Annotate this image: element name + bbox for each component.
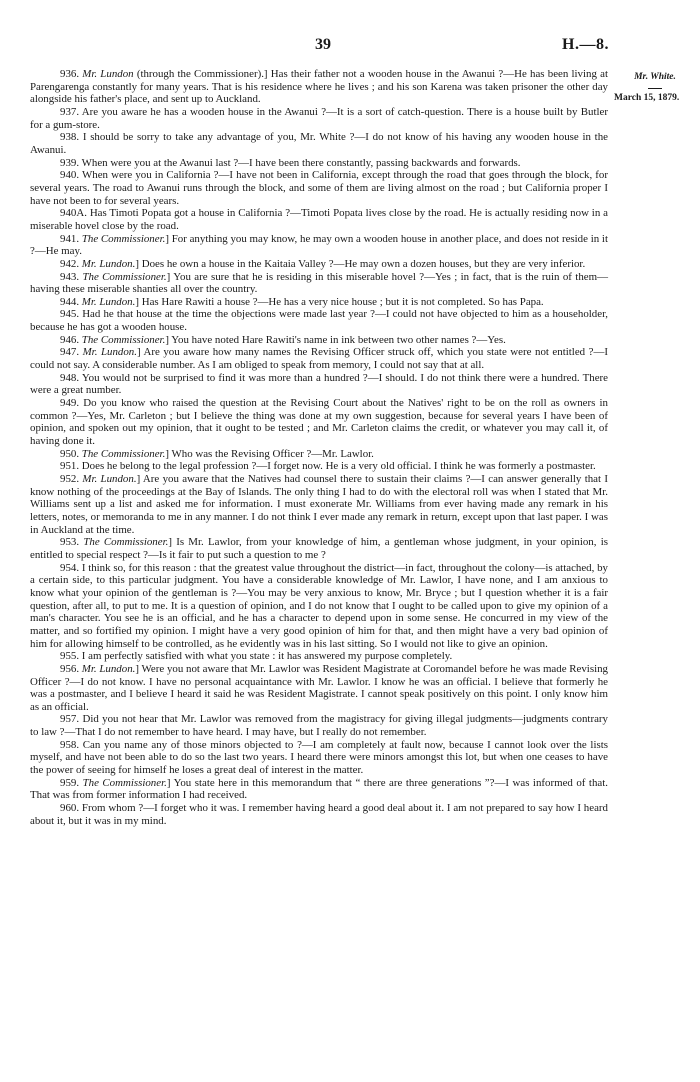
question-text: ] Is Mr. Lawlor, from your knowledge of him, a gentleman whose judgment, in your opinion, is entitled to special respect ?—Is it fair to put such a question to me ? xyxy=(30,536,608,561)
question-number: 944. xyxy=(60,295,80,308)
question-paragraph xyxy=(30,157,608,170)
question-number: 955. xyxy=(60,650,80,663)
question-paragraph xyxy=(30,460,608,473)
question-paragraph xyxy=(30,802,608,827)
testimony-body xyxy=(30,68,608,827)
page-header xyxy=(0,36,700,56)
speaker-name: Mr. Lundon. xyxy=(81,257,136,270)
question-text: Are you aware he has a wooden house in the Awanui ?—It is a sort of catch-question. There is a house built by Butler for a gum-store. xyxy=(30,105,608,131)
margin-divider xyxy=(648,88,662,89)
question-paragraph xyxy=(30,207,608,232)
question-text: Can you name any of those minors objected to ?—I am completely at fault now, because I cannot look over the lists myself, and have not been able to do so the last two years. I heard there were minors amongst this lot, but when one ceases to have the power of seeing for himself he loses a great deal of interest in the matter. xyxy=(30,738,608,777)
question-number: 954. xyxy=(60,561,80,574)
question-number: 936. xyxy=(60,68,80,80)
margin-note xyxy=(614,72,696,104)
question-number: 940A. xyxy=(60,207,87,220)
speaker-name: Mr. Lundon. xyxy=(82,473,137,485)
question-text: ] For anything you may know, he may own a wooden house in another place, and does not reside in it ?—He may. xyxy=(30,232,608,258)
question-number: 952. xyxy=(60,473,80,485)
question-paragraph xyxy=(30,777,608,802)
speaker-name: The Commissioner. xyxy=(82,270,167,283)
speaker-name: The Commissioner. xyxy=(83,536,169,549)
speaker-name: Mr. Lundon. xyxy=(81,662,136,675)
paper-reference: H.—8. xyxy=(562,36,609,53)
question-paragraph xyxy=(30,271,608,296)
question-text: ] Were you not aware that Mr. Lawlor was Resident Magistrate at Coromandel before he was made Revising Officer ?—I do not know. I have no personal acquaintance with Mr. Lawlor. I know he was an official. I believe that formerly he was a postmaster, and I believe I heard it said he was Resident Magistrate. I cannot speak positively on this point. I only know him as an official. xyxy=(30,662,608,713)
question-paragraph xyxy=(30,448,608,461)
question-number: 959. xyxy=(60,776,80,789)
question-text: I think so, for this reason : that the greatest value throughout the district—in fact, throughout the colony—is attached, by a certain side, to this particular judgment. You have a considerable knowledge of Mr. Lawlor, I have none, and I am anxious to know what your opinion of the gentleman is ?—You may be very anxious to know, Mr. Bryce ; but I question whether it is a fair question, after all, to put to me. It is a question of opinion, and I do not know that I ought to be called upon to give my opinion of a man's character. You see he is an official, and he has a character to depend upon in some sense. He concurred in my view of the matter, and so fortified my opinion. I might have a very good opinion of him for that, and then might have a very bad opinion of him for allowing himself to be controlled, as he evidently was in his last sitting. So I would not like to give an opinion. xyxy=(30,561,608,650)
question-text: ] Are you aware that the Natives had counsel there to sustain their claims ?—I can answer generally that I know nothing of the proceedings at the Bay of Islands. The only thing I had to do with the electoral roll was when I stated that Mr. Williams sent up a list and asked me for information. I must exonerate Mr. Williams from ever having made any remark in his letters, notes, or memoranda to me in any manner. I do not think I ever made any remark in return, except upon that last paper. I was in Auckland at the time. xyxy=(30,473,608,536)
question-paragraph xyxy=(30,233,608,258)
question-text: ] You have noted Hare Rawiti's name in ink between two other names ?—Yes. xyxy=(165,333,506,346)
speaker-name: Mr. Lundon. xyxy=(81,295,136,308)
question-paragraph xyxy=(30,68,608,106)
question-paragraph xyxy=(30,650,608,663)
question-number: 940. xyxy=(60,169,80,182)
question-number: 943. xyxy=(60,270,80,283)
question-text: I should be sorry to take any advantage of you, Mr. White ?—I do not know of his having any wooden house in the Awanui. xyxy=(30,131,608,156)
question-number: 953. xyxy=(60,536,80,549)
question-paragraph xyxy=(30,397,608,448)
question-number: 949. xyxy=(60,397,80,410)
margin-witness-name: Mr. White. xyxy=(634,72,676,82)
question-number: 950. xyxy=(60,447,80,460)
question-text: Has Timoti Popata got a house in California ?—Timoti Popata lives close by the road. He is actually residing now in a miserable hovel close by the road. xyxy=(30,207,608,232)
question-number: 939. xyxy=(60,156,80,169)
question-number: 957. xyxy=(60,713,80,726)
question-text: ] You are sure that he is residing in this miserable hovel ?—Yes ; in fact, that is the ruin of them—having these miserable shanties all over the country. xyxy=(30,270,608,296)
question-paragraph xyxy=(30,346,608,371)
question-paragraph xyxy=(30,713,608,738)
question-paragraph xyxy=(30,372,608,397)
speaker-name: The Commissioner. xyxy=(81,447,166,460)
question-text: Did you not hear that Mr. Lawlor was removed from the magistracy for giving illegal judgments—judgments contrary to law ?—That I do not remember to have heard. I may have, but I really do not remember. xyxy=(30,713,608,739)
question-number: 945. xyxy=(60,308,80,321)
question-number: 938. xyxy=(60,131,80,144)
question-paragraph xyxy=(30,258,608,271)
question-number: 948. xyxy=(60,371,80,384)
question-number: 956. xyxy=(60,662,80,675)
speaker-name: Mr. Lundon xyxy=(82,68,134,80)
speaker-name: The Commissioner. xyxy=(81,232,166,245)
question-number: 937. xyxy=(60,105,80,118)
question-text: When were you in California ?—I have not been in California, except through the road that goes through the block, for several years. The road to Awanui runs through the block, and some of them are living almost on the road ; but California proper I have not been to for several years. xyxy=(30,169,609,207)
question-text: You would not be surprised to find it was more than a hundred ?—I should. I do not think there were a hundred. There were a great number. xyxy=(30,371,608,397)
question-paragraph xyxy=(30,473,608,536)
question-number: 946. xyxy=(60,333,80,346)
question-paragraph xyxy=(30,334,608,347)
question-text: From whom ?—I forget who it was. I remember having heard a good deal about it. I am not prepared to say how I heard about it, but it was in my mind. xyxy=(30,802,608,827)
question-paragraph xyxy=(30,536,608,561)
question-paragraph xyxy=(30,131,608,156)
question-paragraph xyxy=(30,106,608,131)
question-text: ] Has Hare Rawiti a house ?—He has a very nice house ; but it is not completed. So has Papa. xyxy=(135,295,544,308)
question-text: Had he that house at the time the objections were made last year ?—I could not have objected to him as a householder, because he has got a wooden house. xyxy=(30,308,608,334)
speaker-name: The Commissioner. xyxy=(81,333,166,346)
question-number: 941. xyxy=(60,232,80,245)
question-paragraph xyxy=(30,296,608,309)
question-number: 958. xyxy=(60,738,80,751)
question-paragraph xyxy=(30,169,608,207)
question-paragraph xyxy=(30,562,608,651)
question-text: Do you know who raised the question at the Revising Court about the Natives' right to be on the roll as owners in common ?—Yes, Mr. Carleton ; but I believe the thing was done at my own suggestion, because for several years I have been of opinion, and spoken out my opinion, that it ought to be tested ; and Mr. Carleton claims the credit, or whatever you may call it, of having done it. xyxy=(30,397,608,448)
speaker-name: Mr. Lundon. xyxy=(82,346,137,359)
speaker-name: The Commissioner. xyxy=(82,776,167,789)
question-paragraph xyxy=(30,739,608,777)
question-text: ] Who was the Revising Officer ?—Mr. Lawlor. xyxy=(165,447,374,460)
question-number: 947. xyxy=(60,346,80,359)
question-text: ] Are you aware how many names the Revising Officer struck off, which you state were not entitled ?—I could not say. A considerable number. As I am obliged to speak from memory, I could not say that at all. xyxy=(30,346,608,372)
question-number: 960. xyxy=(60,802,80,815)
question-text: ] You state here in this memorandum that “ there are three generations ”?—I was informed of that. That was from former information I had received. xyxy=(30,776,608,802)
page-number: 39 xyxy=(315,36,331,53)
question-text: ] Does he own a house in the Kaitaia Valley ?—He may own a dozen houses, but they are very inferior. xyxy=(135,257,586,270)
margin-date: March 15, 1879. xyxy=(614,93,680,103)
question-paragraph xyxy=(30,663,608,714)
question-text: I am perfectly satisfied with what you state : it has answered my purpose completely. xyxy=(81,650,453,663)
question-number: 942. xyxy=(60,257,80,270)
question-text: (through the Commissioner).] Has their father not a wooden house in the Awanui ?—He has been living at Parengarenga constantly for many years. That is his residence where he lives ; and his son Karena was taken prisoner the other day alongside his father's place, and sent up to Auckland. xyxy=(30,68,608,106)
question-text: Does he belong to the legal profession ?—I forget now. He is a very old official. I think he was formerly a postmaster. xyxy=(81,460,596,473)
question-text: When were you at the Awanui last ?—I have been there constantly, passing backwards and forwards. xyxy=(81,156,521,169)
question-number: 951. xyxy=(60,460,80,473)
question-paragraph xyxy=(30,308,608,333)
